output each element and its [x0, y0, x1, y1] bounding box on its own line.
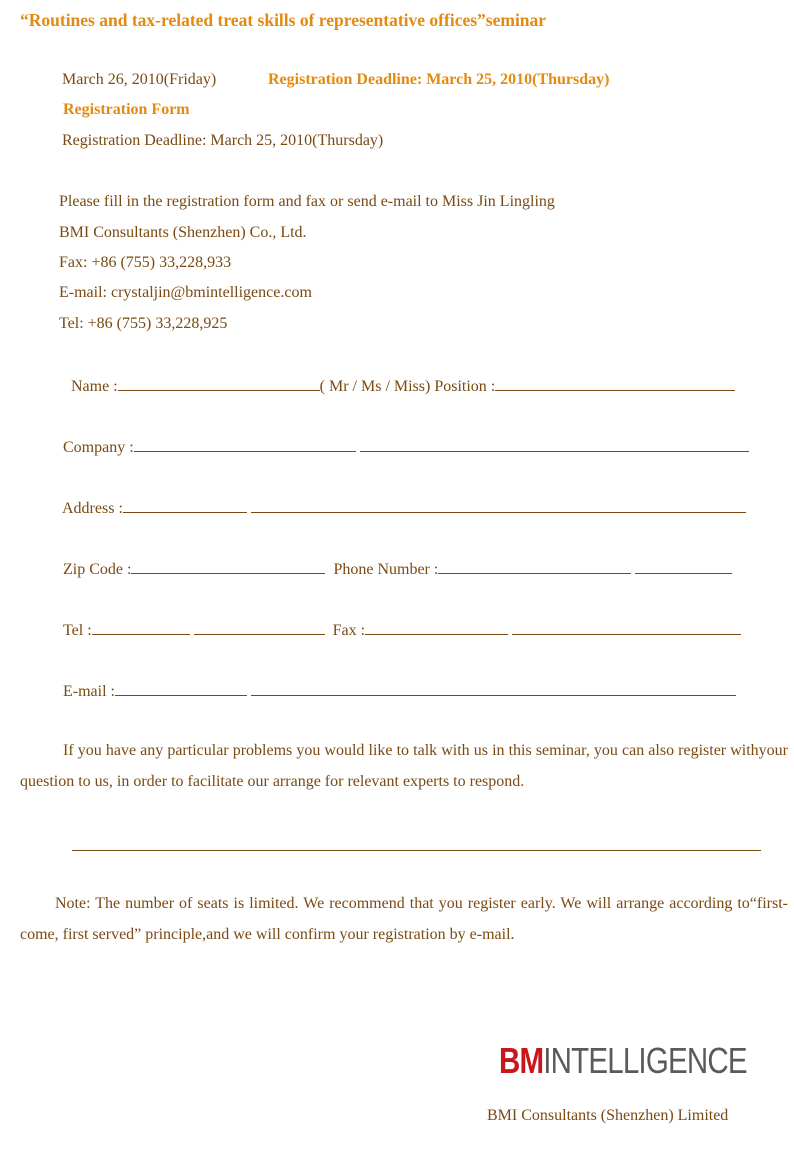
position-field[interactable]	[495, 376, 735, 391]
deadline-line: Registration Deadline: March 25, 2010(Thursday)	[62, 132, 384, 149]
tel-field[interactable]	[92, 620, 190, 635]
contact-intro: Please fill in the registration form and fax or send e-mail to Miss Jin Lingling	[59, 193, 555, 210]
address-label: Address :	[62, 500, 123, 517]
event-date: March 26, 2010(Friday)	[62, 71, 217, 88]
zip-field[interactable]	[131, 559, 325, 574]
zip-label: Zip Code :	[63, 561, 132, 578]
deadline-highlight: Registration Deadline: March 25, 2010(Thursday)	[268, 71, 610, 88]
email-field[interactable]	[115, 681, 247, 696]
form-row-address	[62, 498, 746, 518]
question-paragraph: If you have any particular problems you would like to talk with us in this seminar, you can also register withyour question to us, in order to facilitate our arrange for relevant experts to respond.	[20, 742, 788, 790]
address-field-extra[interactable]	[251, 498, 746, 513]
company-label: Company :	[63, 439, 134, 456]
note-paragraph: Note: The number of seats is limited. We recommend that you register early. We will arrange according to“first-come, first served” principle,and we will confirm your registration by e-mail.	[20, 895, 788, 943]
address-field[interactable]	[123, 498, 247, 513]
logo-intelligence: INTELLIGENCE	[543, 1040, 747, 1081]
contact-email: E-mail: crystaljin@bmintelligence.com	[59, 284, 312, 301]
name-label: Name :	[71, 378, 118, 395]
contact-company: BMI Consultants (Shenzhen) Co., Ltd.	[59, 224, 307, 241]
form-row-company	[63, 437, 749, 457]
fax-field-extra[interactable]	[512, 620, 741, 635]
phone-field[interactable]	[438, 559, 631, 574]
fax-field[interactable]	[365, 620, 508, 635]
fax-label: Fax :	[332, 622, 366, 639]
company-field[interactable]	[134, 437, 356, 452]
phone-label: Phone Number :	[333, 561, 439, 578]
contact-fax: Fax: +86 (755) 33,228,933	[59, 254, 232, 271]
bm-intelligence-logo	[499, 1040, 747, 1082]
form-row-zip-phone	[63, 559, 732, 579]
email-label: E-mail :	[63, 683, 115, 700]
form-row-tel-fax	[63, 620, 741, 640]
company-field-extra[interactable]	[360, 437, 749, 452]
form-heading: Registration Form	[63, 101, 190, 118]
form-row-email	[63, 681, 736, 701]
tel-field-extra[interactable]	[194, 620, 325, 635]
email-field-extra[interactable]	[251, 681, 736, 696]
salutation-label: ( Mr / Ms / Miss) Position :	[319, 378, 496, 395]
contact-tel: Tel: +86 (755) 33,228,925	[59, 315, 228, 332]
footer-company: BMI Consultants (Shenzhen) Limited	[487, 1107, 729, 1124]
name-field[interactable]	[118, 376, 320, 391]
form-row-name	[71, 376, 735, 396]
question-answer-line[interactable]	[72, 850, 761, 851]
document-title: “Routines and tax-related treat skills of representative offices”seminar	[20, 10, 547, 30]
tel-label: Tel :	[63, 622, 92, 639]
logo-bm: BM	[499, 1040, 544, 1081]
phone-field-extra[interactable]	[635, 559, 732, 574]
